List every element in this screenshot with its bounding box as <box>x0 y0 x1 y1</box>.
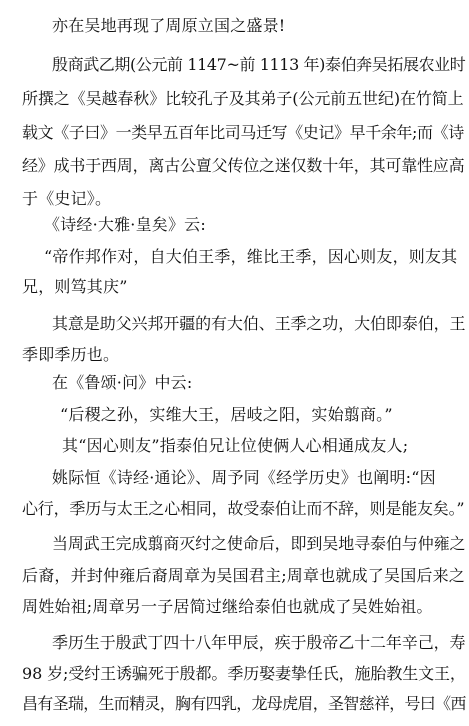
text-line: 心行，季历与太王之心相同，故受泰伯让而不辞，则是能友矣。” <box>22 499 465 518</box>
text-line: 姚际恒《诗经·通论》、周予同《经学历史》也阐明:“因 <box>52 468 436 487</box>
text-line: 所撰之《吴越春秋》比较孔子及其弟子(公元前五世纪)在竹简上 <box>22 89 464 108</box>
text-line: 亦在吴地再现了周原立国之盛景! <box>52 16 286 35</box>
text-line: 昌有圣瑞，生而精灵，胸有四乳，龙母虎眉，圣智慈祥，号曰《西 <box>22 694 466 713</box>
text-line: “后稷之孙，实维大王，居岐之阳，实始翦商。” <box>60 405 393 424</box>
text-line: 周姓始祖;周章另一子居简过继给泰伯也就成了吴姓始祖。 <box>22 597 433 616</box>
text-line: 季历生于殷武丁四十八年甲辰，疾于殷帝乙十二年辛己，寿 <box>52 633 466 652</box>
text-line: 其意是助父兴邦开疆的有大伯、王季之功，大伯即泰伯，王 <box>52 314 466 333</box>
text-line: 《诗经·大雅·皇矣》云: <box>44 215 206 234</box>
text-line: 98 岁;受纣王诱骗死于殷都。季历娶妻挚任氏，施胎教生文王， <box>22 664 466 683</box>
text-line: “帝作邦作对，自大伯王季，维比王季，因心则友，则友其 <box>44 247 458 266</box>
text-line: 当周武王完成翦商灭纣之使命后，即到吴地寻泰伯与仲雍之 <box>52 534 466 553</box>
text-line: 载文《子曰》一类早五百年比司马迁写《史记》早千余年;而《诗 <box>22 123 464 142</box>
text-line: 殷商武乙期(公元前 1147~前 1113 年)泰伯奔吴拓展农业时 <box>52 55 466 74</box>
text-line: 后裔，并封仲雍后裔周章为吴国君主;周章也就成了吴国后来之 <box>22 566 465 585</box>
text-line: 季即季历也。 <box>22 345 120 364</box>
text-line: 于《史记》。 <box>22 189 112 208</box>
text-line: 经》成书于西周，离古公亶父传位之迷仅数十年，其可靠性应高 <box>22 156 465 175</box>
text-line: 在《鲁颂·问》中云: <box>52 373 193 392</box>
text-line: 其“因心则友”指泰伯兄让位使俩人心相通成友人; <box>62 436 409 455</box>
text-line: 兄，则笃其庆” <box>22 277 128 296</box>
